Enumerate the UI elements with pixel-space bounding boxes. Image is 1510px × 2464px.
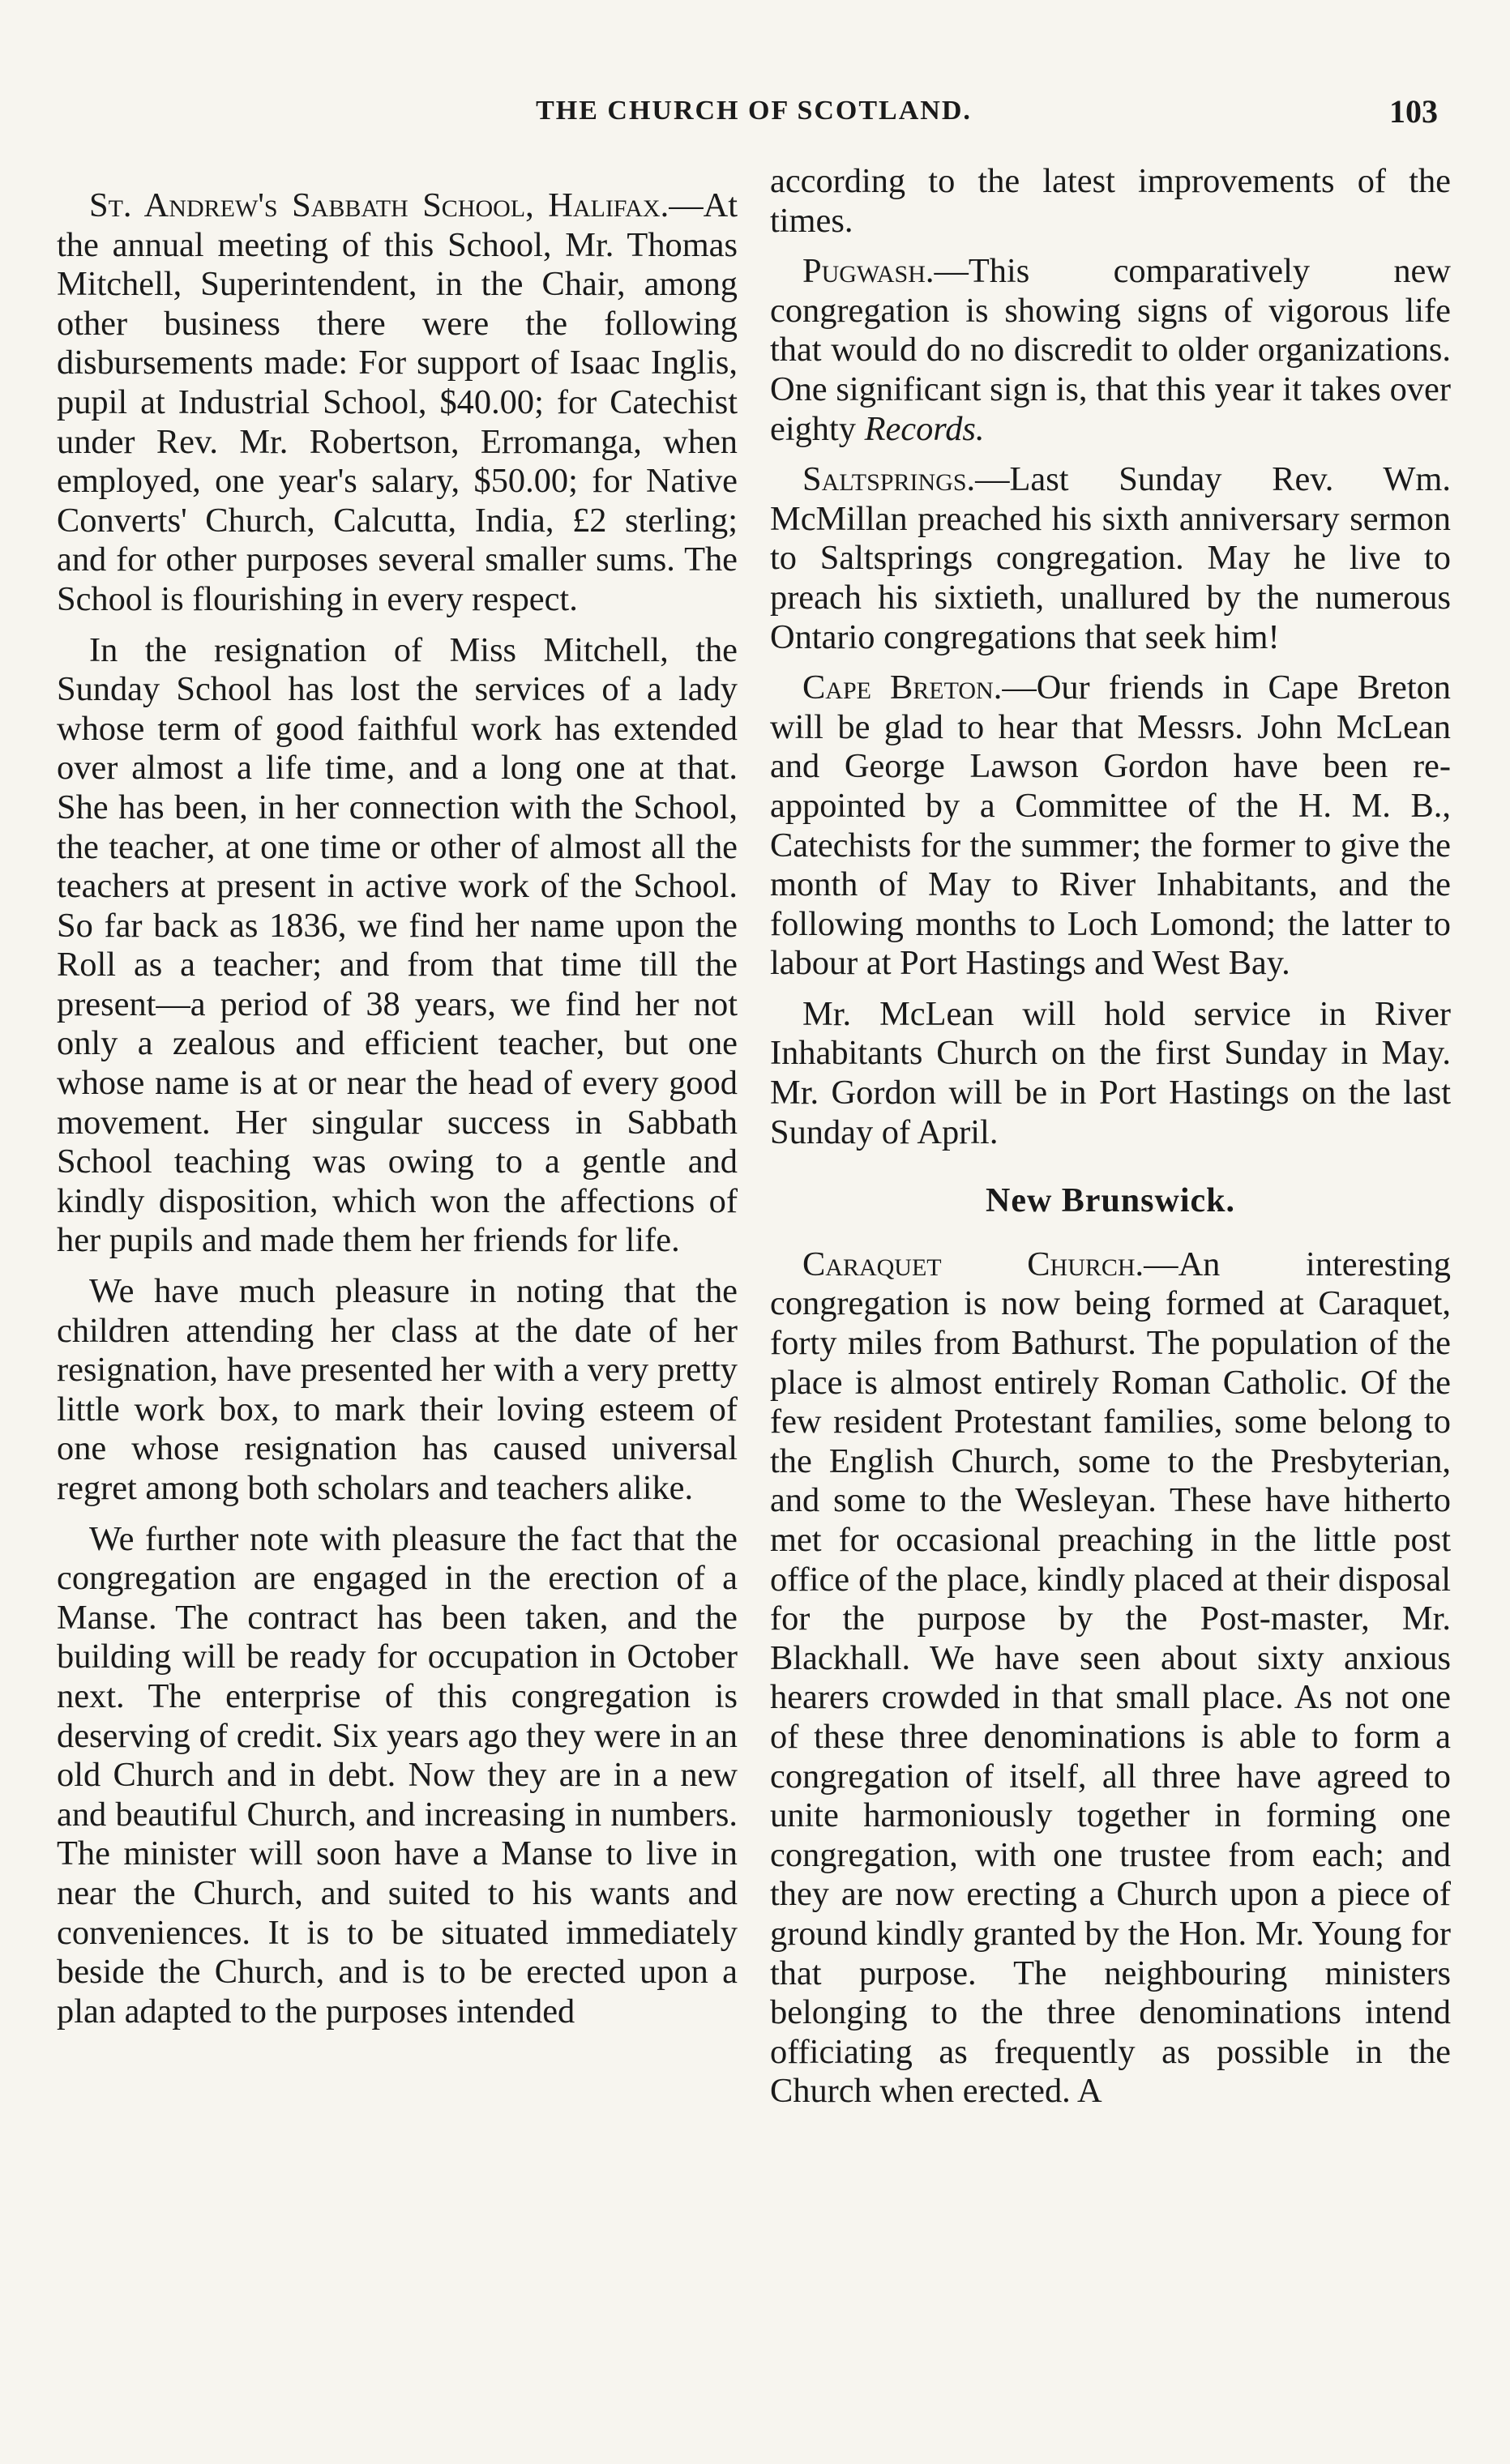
paragraph-resignation: In the resignation of Miss Mitchell, the Sunday School has lost the services of a lady whose term of good faithful work has extended over almost a life time, and a long one at that. She has been, in her connection with the School, the teacher, at one time or other of almost all the teachers at present in active work of the School. So far back as 1836, we find her name upon the Roll as a teacher; and from that time till the present—a period of 38 years, we find her not only a zealous and efficient teacher, but one whose name is at or near the head of every good movement. Her singular success in Sabbath School teaching was owing to a gentle and kindly disposition, which won the affections of her pupils and made them her friends for life.	[57, 630, 738, 1260]
paragraph-mclean-service: Mr. McLean will hold service in River Inhabitants Church on the first Sunday in May. Mr. Gordon will be in Port Hastings on the last Sunday of April.	[770, 994, 1451, 1151]
paragraph-saltsprings	[770, 460, 1451, 657]
paragraph-pugwash	[770, 252, 1451, 449]
paragraph-body: —Last Sunday Rev. Wm. McMillan preached his sixth anniversary sermon to Saltsprings congregation. May he live to preach his sixtieth, unallured by the numerous Ontario congregations that seek him!	[770, 460, 1451, 656]
right-column	[770, 162, 1451, 2439]
paragraph-body: —Our friends in Cape Breton will be glad to hear that Messrs. John McLean and George Lawson Gordon have been re-appointed by a Committee of the H. M. B., Catechists for the summer; the former to give the month of May to River Inhabitants, and the following months to Loch Lomond; the latter to labour at Port Hastings and West Bay.	[770, 668, 1451, 983]
paragraph-manse: We further note with pleasure the fact that the congregation are engaged in the erection of a Manse. The contract has been taken, and the building will be ready for occupation in October next. The enterprise of this congregation is deserving of credit. Six years ago they were in an old Church and in debt. Now they are in a new and beautiful Church, and increasing in numbers. The minister will soon have a Manse to live in near the Church, and suited to his wants and conveniences. It is to be situated immediately beside the Church, and is to be erected upon a plan adapted to the purposes intended	[57, 1519, 738, 2031]
running-head	[57, 49, 1451, 146]
paragraph-lead: Pugwash.	[802, 252, 935, 291]
paragraph-caraquet	[770, 1245, 1451, 2112]
paragraph-body: —An interesting congregation is now being formed at Caraquet, forty miles from Bathurst. The population of the place is almost entirely Roman Catholic. Of the few resident Protestant families, some belong to the English Church, some to the Presbyterian, and some to the Wesleyan. These have hitherto met for occasional preaching in the little post office of the place, kindly placed at their disposal for the purpose by the Post-master, Mr. Blackhall. We have seen about sixty anxious hearers crowded in that small place. As not one of these three denominations is able to form a congregation of itself, all three have agreed to unite harmoniously together in forming one congregation, with one trustee from each; and they are now erecting a Church upon a piece of ground kindly granted by the Hon. Mr. Young for that purpose. The neighbouring ministers belonging to the three denominations intend officiating as frequently as possible in the Church when erected. A	[770, 1245, 1451, 2111]
document-page	[57, 49, 1451, 2439]
paragraph-lead: Caraquet Church.	[802, 1245, 1144, 1283]
running-title: THE CHURCH OF SCOTLAND.	[536, 96, 972, 126]
paragraph-cape-breton	[770, 668, 1451, 984]
paragraph-lead: St. Andrew's Sabbath School, Halifax.	[89, 186, 669, 224]
paragraph-continuation: according to the latest improvements of the times.	[770, 162, 1451, 240]
paragraph-body: —At the annual meeting of this School, Mr. Thomas Mitchell, Superintendent, in the Chair, among other business there were the following disbursements made: For support of Isaac Inglis, pupil at Industrial School, $40.00; for Catechist under Rev. Mr. Robertson, Erromanga, when employed, one year's salary, $50.00; for Native Converts' Church, Calcutta, India, £2 sterling; and for other purposes several smaller sums. The School is flourishing in every respect.	[57, 186, 738, 618]
paragraph-body: —This comparatively new congregation is showing signs of vigorous life that would do no discredit to older organizations. One significant sign is, that this year it takes over eighty	[770, 252, 1451, 448]
paragraph-italic: Records.	[864, 409, 985, 448]
page-number: 103	[1389, 93, 1438, 130]
paragraph-lead: Saltsprings.	[802, 460, 976, 499]
paragraph-lead: Cape Breton.	[802, 668, 1003, 707]
text-columns	[57, 162, 1451, 2439]
paragraph-work-box: We have much pleasure in noting that the children attending her class at the date of her resignation, have presented her with a very pretty little work box, to mark their loving esteem of one whose resignation has caused universal regret among both scholars and teachers alike.	[57, 1272, 738, 1507]
paragraph-st-andrews	[57, 186, 738, 620]
left-column	[57, 162, 738, 2439]
section-heading: New Brunswick.	[985, 1182, 1236, 1220]
